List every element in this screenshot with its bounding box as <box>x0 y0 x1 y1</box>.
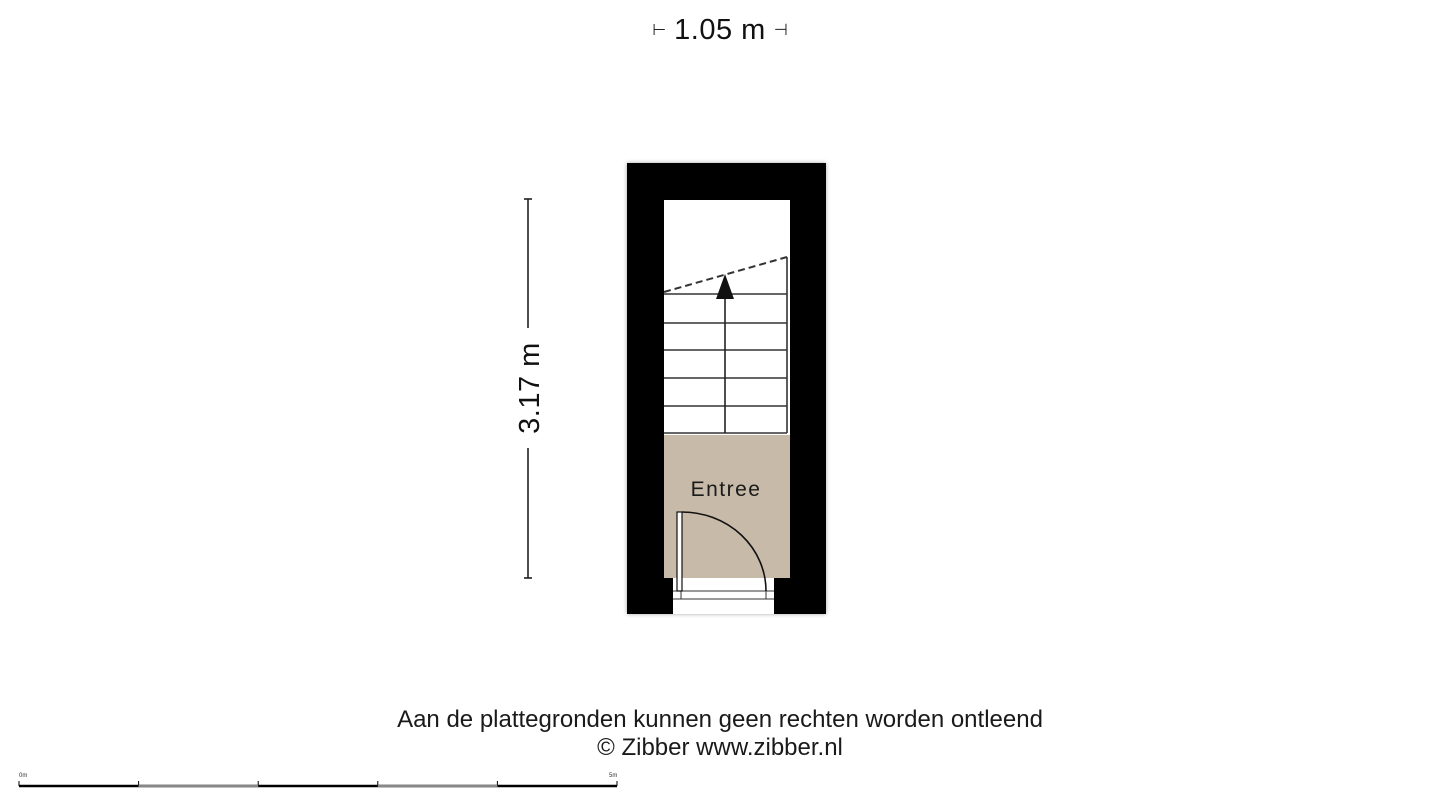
disclaimer <box>0 706 1440 762</box>
scale-bar <box>19 781 617 786</box>
scale-bar-end-label: 5m <box>609 773 618 779</box>
room-label-entree: Entree <box>690 478 762 501</box>
door-opening <box>673 578 774 614</box>
dimension-tick-left-icon: ⊢ <box>652 22 667 39</box>
height-dimension-label: 3.17 m <box>512 328 548 448</box>
disclaimer-text: Aan de plattegronden kunnen geen rechten worden ontleend <box>397 706 1043 733</box>
copyright-text: © Zibber www.zibber.nl <box>597 734 843 761</box>
room-entree-floor <box>664 435 790 578</box>
width-dimension-label: 1.05 m <box>674 13 766 46</box>
dimension-tick-right-icon: ⊣ <box>773 22 788 39</box>
scale-bar-start-label: 0m <box>19 773 28 779</box>
